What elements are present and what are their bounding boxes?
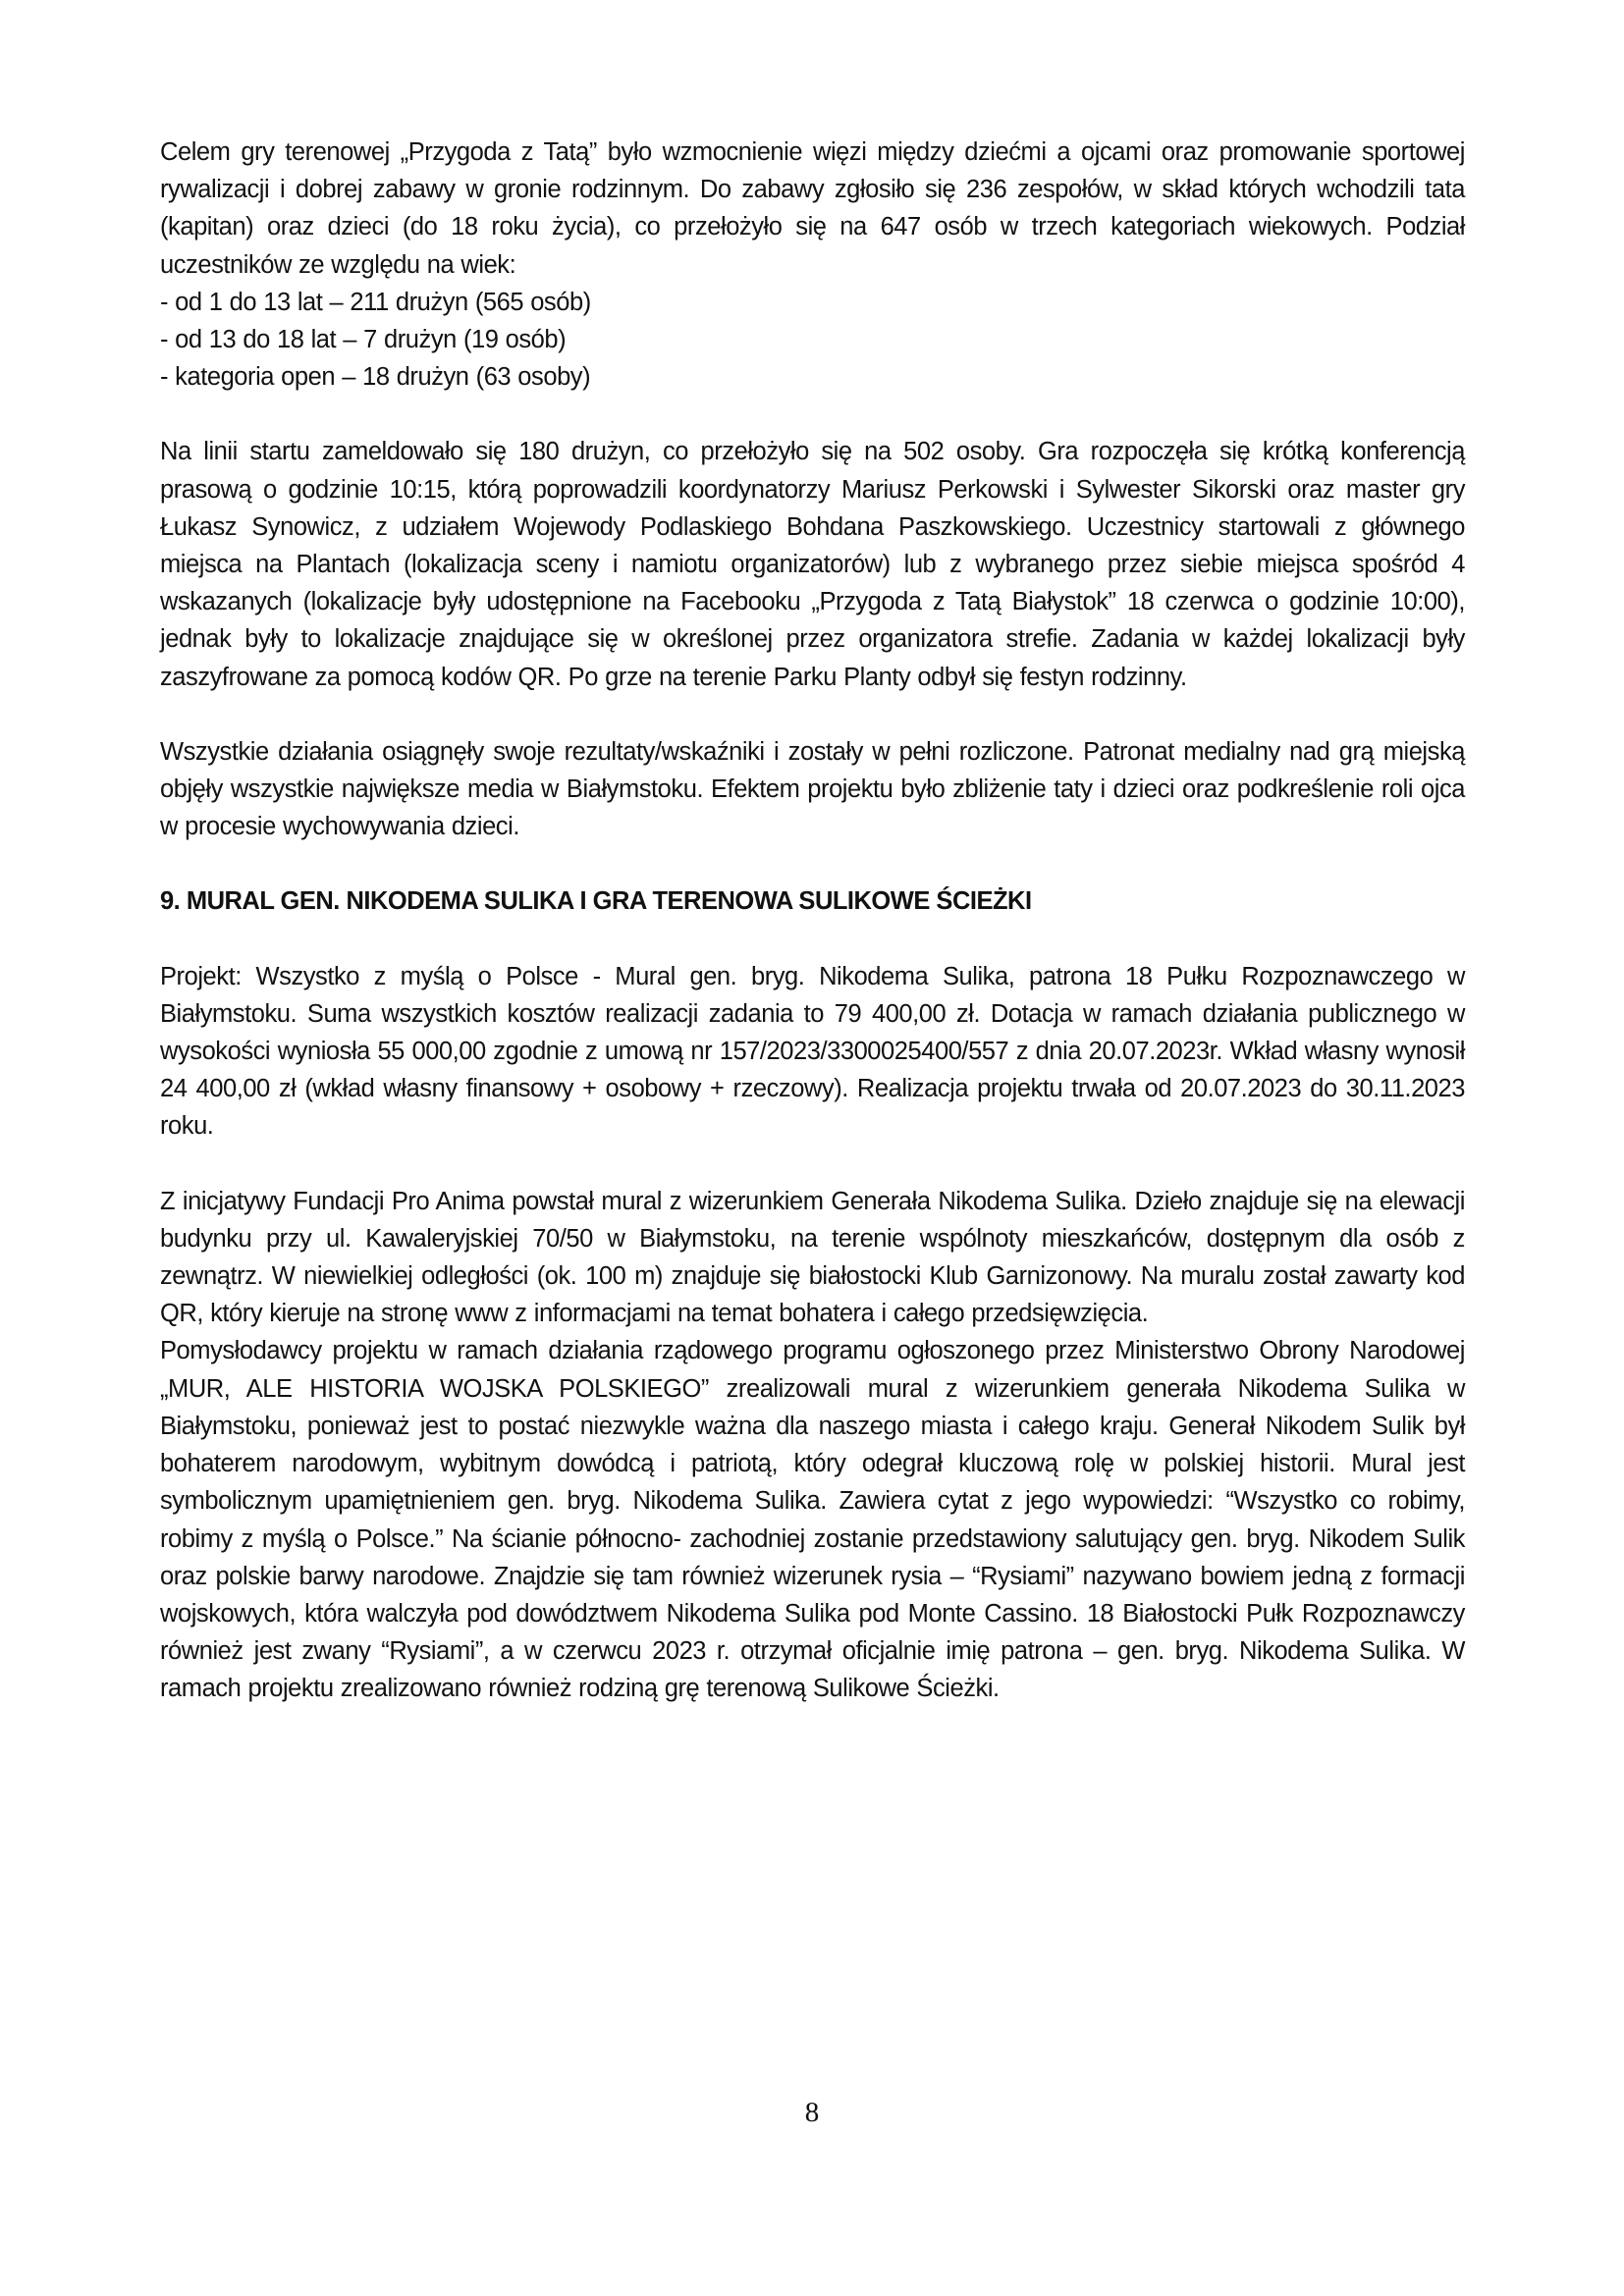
paragraph-spacer: [160, 845, 1465, 882]
paragraph-spacer: [160, 921, 1465, 958]
section-paragraph-ideators: Pomysłodawcy projektu w ramach działania rządowego programu ogłoszonego przez Ministerstwo Obrony Narodowej „MUR, ALE HISTORIA WOJSKA POLSKIEGO” zrealizowali mural z wizerunkiem generała Nikodema Sulika w Białymstoku, ponieważ jest to postać niezwykle ważna dla naszego miasta i całego kraju. Generał Nikodem Sulik był bohaterem narodowym, wybitnym dowódcą i patriotą, który odegrał kluczową rolę w polskiej historii. Mural jest symbolicznym upamiętnieniem gen. bryg. Nikodema Sulika. Zawiera cytat z jego wypowiedzi: “Wszystko co robimy, robimy z myślą o Polsce.” Na ścianie północno- zachodniej zostanie przedstawiony salutujący gen. bryg. Nikodem Sulik oraz polskie barwy narodowe. Znajdzie się tam również wizerunek rysia – “Rysiami” nazywano bowiem jedną z formacji wojskowych, która walczyła pod dowództwem Nikodema Sulika pod Monte Cassino. 18 Białostocki Pułk Rozpoznawczy również jest zwany “Rysiami”, a w czerwcu 2023 r. otrzymał oficjalnie imię patrona – gen. bryg. Nikodema Sulika. W ramach projektu zrealizowano również rodziną grę terenową Sulikowe Ścieżki.: [160, 1337, 1465, 1703]
section-paragraph-project: Projekt: Wszystko z myślą o Polsce - Mural gen. bryg. Nikodema Sulika, patrona 18 Pułku Rozpoznawczego w Białymstoku. Suma wszystkich kosztów realizacji zadania to 79 400,00 zł. Dotacja w ramach działania publicznego w wysokości wyniosła 55 000,00 zgodnie z umową nr 157/2023/3300025400/557 z dnia 20.07.2023r. Wkład własny wynosił 24 400,00 zł (wkład własny finansowy + osobowy + rzeczowy). Realizacja projektu trwała od 20.07.2023 do 30.11.2023 roku.: [160, 962, 1465, 1141]
intro-paragraph-start: Na linii startu zameldowało się 180 drużyn, co przełożyło się na 502 osoby. Gra rozpoczęła się krótką konferencją prasową o godzinie 10:15, którą poprowadzili koordynatorzy Mariusz Perkowski i Sylwester Sikorski oraz master gry Łukasz Synowicz, z udziałem Wojewody Podlaskiego Bohdana Paszkowskiego. Uczestnicy startowali z głównego miejsca na Plantach (lokalizacja sceny i namiotu organizatorów) lub z wybranego przez siebie miejsca spośród 4 wskazanych (lokalizacje były udostępnione na Facebooku „Przygoda z Tatą Białystok” 18 czerwca o godzinie 10:00), jednak były to lokalizacje znajdujące się w określonej przez organizatora strefie. Zadania w każdej lokalizacji były zaszyfrowane za pomocą kodów QR. Po grze na terenie Parku Planty odbył się festyn rodzinny.: [160, 438, 1465, 691]
age-category-list: [160, 284, 1465, 397]
page-number: 8: [804, 2097, 820, 2128]
paragraph-spacer: [160, 396, 1465, 433]
intro-paragraph-results: Wszystkie działania osiągnęły swoje rezultaty/wskaźniki i zostały w pełni rozliczone. Patronat medialny nad grą miejską objęły wszystkie największe media w Białymstoku. Efektem projektu było zbliżenie taty i dzieci oraz podkreślenie roli ojca w procesie wychowywania dzieci.: [160, 737, 1465, 841]
intro-paragraph-goal: Celem gry terenowej „Przygoda z Tatą” było wzmocnienie więzi między dziećmi a ojcami oraz promowanie sportowej rywalizacji i dobrej zabawy w gronie rodzinnym. Do zabawy zgłosiło się 236 zespołów, w skład których wchodzili tata (kapitan) oraz dzieci (do 18 roku życia), co przełożyło się na 647 osób w trzech kategoriach wiekowych. Podział uczestników ze względu na wiek:: [160, 138, 1465, 279]
paragraph-spacer: [160, 1146, 1465, 1183]
age-category-item: - kategoria open – 18 drużyn (63 osoby): [160, 363, 591, 392]
paragraph-spacer: [160, 696, 1465, 733]
age-category-item: - od 1 do 13 lat – 211 drużyn (565 osób): [160, 288, 591, 316]
age-category-item: - od 13 do 18 lat – 7 drużyn (19 osób): [160, 326, 567, 354]
section-paragraph-initiative: Z inicjatywy Fundacji Pro Anima powstał mural z wizerunkiem Generała Nikodema Sulika. Dzieło znajduje się na elewacji budynku przy ul. Kawaleryjskiej 70/50 w Białymstoku, na terenie wspólnoty mieszkańców, dostępnym dla osób z zewnątrz. W niewielkiej odległości (ok. 100 m) znajduje się białostocki Klub Garnizonowy. Na muralu został zawarty kod QR, który kieruje na stronę www z informacjami na temat bohatera i całego przedsięwzięcia.: [160, 1187, 1465, 1328]
document-page: [160, 133, 1465, 1708]
section-heading: 9. MURAL GEN. NIKODEMA SULIKA I GRA TERENOWA SULIKOWE ŚCIEŻKI: [160, 887, 1032, 916]
